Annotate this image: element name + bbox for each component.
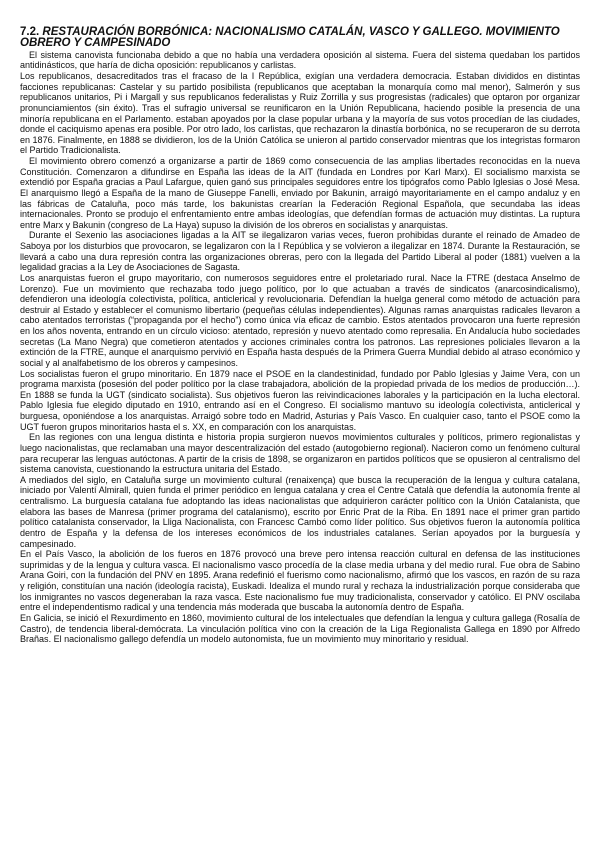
paragraph-socialists: Los socialistas fueron el grupo minoritario. En 1879 nace el PSOE en la clandestinidad, fundado por Pablo Iglesias y Jaime Vera, con un programa marxista (posesión del poder político por la clase trabajadora, abolición de la propiedad privada de los medios de producción…). En 1888 se funda la UGT (sindicato socialista). Sus objetivos fueron las reivindicaciones laborales y la participación en la lucha electoral. Pablo Iglesia fue elegido diputado en 1910, entrando así en el Congreso. El socialismo mantuvo su ideología colectivista, anticlerical y burguesa, oponiéndose a los anarquistas. Arraigó sobre todo en Madrid, Asturias y País Vasco. En cualquier caso, tanto el PSOE como la UGT fueron grupos minoritarios hasta el s. XX, en comparación con los anarquistas. <box>20 368 580 432</box>
section-number: 7.2. <box>20 26 40 38</box>
paragraph-sexenio: Durante el Sexenio las asociaciones ligadas a la AIT se ilegalizaron varias veces, fueron prohibidas durante el reinado de Amadeo de Saboya por los disturbios que provocaron, se legalizaron con la I República y se volvieron a ilegalizar en 1874. Durante la Restauración, se llevará a cabo una dura represión contra las organizaciones obreras, pero con la llegada del Partido Liberal al poder (1881) vuelven a la legalidad gracias a la Ley de Asociaciones de Sagasta. <box>20 230 580 273</box>
section-title-text: RESTAURACIÓN BORBÓNICA: NACIONALISMO CATALÁN, VASCO Y GALLEGO. MOVIMIENTO OBRERO Y CAMPESINADO <box>20 26 560 50</box>
paragraph-nationalisms: En las regiones con una lengua distinta e historia propia surgieron nuevos movimientos culturales y políticos, primero regionalistas y luego nacionalistas, que reclamaban una mayor descentralización del estado (autogobierno regional). Nacieron como un fenómeno cultural para recuperar las lenguas autóctonas. A partir de la crisis de 1898, se organizaron en partidos políticos que se opusieron al centralismo del sistema canovista, cuestionando la estructura unitaria del Estado. <box>20 432 580 475</box>
paragraph-labor-movement: El movimiento obrero comenzó a organizarse a partir de 1869 como consecuencia de las amplias libertades reconocidas en la nueva Constitución. Comenzaron a difundirse en España las ideas de la AIT (fundada en Londres por Karl Marx). El socialismo marxista se extendió por España gracias a Paul Lafargue, quien ganó sus principales seguidores entre los tipógrafos como Pablo Iglesias o José Mesa. El anarquismo llegó a España de la mano de Giuseppe Fanelli, enviado por Bakunin, arraigó mayoritariamente en el campo andaluz y en las fábricas de Cataluña, poco más tarde, los bakunistas crearían la Federación Regional Española, que secundaba las ideas internacionales. Pronto se produjo el enfrentamiento entre ambas ideologías, que defendían formas de actuación muy distintas. La ruptura entre Marx y Bakunin (congreso de La Haya) supuso la división de los obreros en socialistas y anarquistas. <box>20 156 580 230</box>
paragraph-republicans: Los republicanos, desacreditados tras el fracaso de la I República, exigían una verdadera democracia. Estaban divididos en distintas facciones republicanas: Castelar y su partido posibilista (republicanos que aceptaban la monarquía como mal menor), Salmerón y sus republicanos unitarios, Pi i Margall y sus republicanos federalistas y Ruiz Zorrilla y sus progresistas (radicales) que optaron por organizar pronunciamientos (sin éxito). Tras el sufragio universal se reunificaron en la Unión Republicana, haciendo posible la presencia de una minoría republicana en el Parlamento. estaban apoyados por la clase popular urbana y la mayoría de sus votos procedían de las ciudades, donde el caciquismo apenas era posible. Por otro lado, los carlistas, que rechazaron la dinastía borbónica, no se recuperaron de su derrota en 1876. Finalmente, en 1888 se dividieron, los de la Unión Católica se unieron al partido conservador mientras que los integristas formaron el Partido Tradicionalista. <box>20 71 580 156</box>
document-page <box>20 27 580 645</box>
paragraph-galicia: En Galicia, se inició el Rexurdimento en 1860, movimiento cultural de los intelectuales que defendían la lengua y cultura gallega (Rosalía de Castro), de tendencia liberal-demócrata. La vinculación política vino con la creación de la Liga Regionalista Gallega en 1890 por Alfredo Brañas. El nacionalismo gallego defendía un modelo autonomista, fue un movimiento muy minoritario y residual. <box>20 612 580 645</box>
paragraph-basque-country: En el País Vasco, la abolición de los fueros en 1876 provocó una breve pero intensa reacción cultural en defensa de las instituciones suprimidas y de la lengua y cultura vasca. El nacionalismo vasco procedía de la clase media urbana y del medio rural. Fue obra de Sabino Arana Goiri, con la fundación del PNV en 1895. Arana redefinió el fuerismo como nacionalismo, afirmó que los vascos, en razón de su raza y religión, constituían una nación (ideología racista), Euskadi. Idealiza el mundo rural y rechaza la industrialización porque consideraba que los inmigrantes no vascos degeneraban la raza vasca. Este nacionalismo fue muy tradicionalista, conservador y católico. El PNV oscilaba entre el independentismo radical y una tendencia más moderada que buscaba la autonomía dentro de España. <box>20 549 580 613</box>
document-body <box>20 50 580 645</box>
paragraph-catalonia: A mediados del siglo, en Cataluña surge un movimiento cultural (renaixença) que busca la recuperación de la lengua y cultura catalana, iniciado por Valentí Almirall, quien funda el primer periódico en lengua catalana y crea el Centre Català que defendía la autonomía frente al centralismo. La burguesía catalana fue adoptando las ideas nacionalistas que adquirieron carácter político con la Unión Catalanista, que elabora las bases de Manresa (primer programa del catalanismo), escrito por Enric Prat de la Riba. En 1891 nace el primer gran partido político catalanista conservador, la Lliga Nacionalista, con Francesc Cambó como líder político. Sus objetivos fueron la autonomía política dentro de España y la defensa de los intereses económicos de los industriales catalanes. Serían apoyados por la burguesía y campesinado. <box>20 474 580 549</box>
section-title <box>20 27 580 50</box>
paragraph-anarchists: Los anarquistas fueron el grupo mayoritario, con numerosos seguidores entre el proletariado rural. Nace la FTRE (destaca Anselmo de Lorenzo). Fue un movimiento que rechazaba todo juego político, por lo que actuaban a través de sindicatos (anarcosindicalismo), defendieron una ideología colectivista, política, anticlerical y revolucionaria. Defendían la huelga general como método de actuación para destruir al Estado y establecer el comunismo libertario (pequeñas células independientes). Algunas ramas anarquistas radicales llevaron a cabo atentados terroristas (“propaganda por el hecho”) como única vía eficaz de cambio. Estos atentados provocaron una fuerte represión en los años noventa, entrando en un círculo vicioso: atentado, represión y nuevo atentado como represalia. En Andalucía hubo sociedades secretas (La Mano Negra) que cometieron atentados y acciones criminales contra los patronos. Las represiones policiales llevaron a la extinción de la FTRE, aunque el anarquismo pervivió en España hasta después de la Primera Guerra Mundial debido al atraso económico y social y al analfabetismo de los obreros y campesinos. <box>20 272 580 368</box>
paragraph-opposition: El sistema canovista funcionaba debido a que no había una verdadera oposición al sistema. Fuera del sistema quedaban los partidos antidinásticos, que haría de dicha oposición: republicanos y carlistas. <box>20 49 580 71</box>
